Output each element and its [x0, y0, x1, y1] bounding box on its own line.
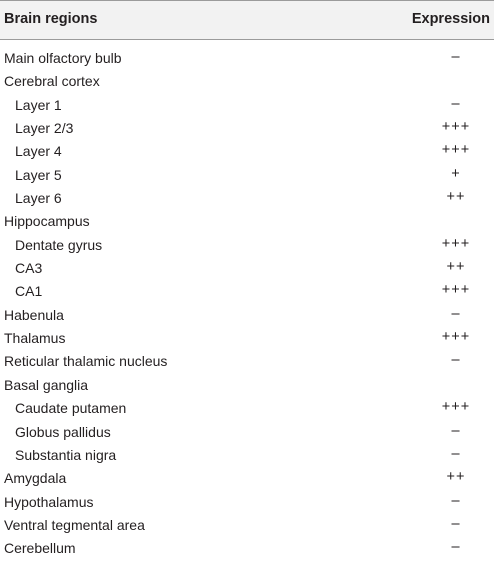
column-header-expression: Expression: [411, 11, 490, 27]
table-body: [0, 47, 494, 561]
expression-cell: +++: [441, 119, 471, 136]
table-row: [0, 164, 494, 187]
brain-region-cell: Basal ganglia: [4, 376, 89, 393]
brain-region-cell: Amygdala: [4, 470, 67, 487]
table-row: [0, 94, 494, 117]
expression-cell: ++: [446, 259, 466, 276]
expression-cell: –: [451, 492, 461, 509]
expression-cell: +++: [441, 282, 471, 299]
table-row: [0, 280, 494, 303]
brain-region-cell: CA3: [15, 260, 43, 277]
brain-region-cell: Globus pallidus: [15, 423, 111, 440]
brain-region-cell: Thalamus: [4, 330, 66, 347]
table-row: [0, 444, 494, 467]
column-header-brain-regions: Brain regions: [4, 11, 98, 27]
table-row: [0, 350, 494, 373]
brain-region-cell: Cerebral cortex: [4, 73, 100, 90]
brain-region-cell: Layer 6: [15, 190, 62, 207]
brain-region-cell: Reticular thalamic nucleus: [4, 353, 168, 370]
brain-region-cell: Main olfactory bulb: [4, 50, 122, 66]
table-header: [0, 0, 494, 40]
table-row: [0, 491, 494, 514]
expression-cell: ++: [446, 189, 466, 206]
expression-cell: +++: [441, 399, 471, 416]
expression-cell: +++: [441, 329, 471, 346]
expression-cell: –: [451, 445, 461, 462]
table-row: [0, 140, 494, 163]
expression-cell: +: [451, 165, 461, 182]
brain-region-cell: Substantia nigra: [15, 446, 117, 463]
expression-cell: +++: [441, 142, 471, 159]
table-row: [0, 210, 494, 233]
expression-cell: +++: [441, 235, 471, 252]
table-row: [0, 327, 494, 350]
expression-cell: –: [451, 515, 461, 532]
brain-region-cell: Layer 5: [15, 166, 62, 183]
brain-region-cell: Hippocampus: [4, 213, 90, 230]
table-row: [0, 117, 494, 140]
table-row: [0, 234, 494, 257]
brain-region-cell: CA1: [15, 283, 43, 300]
table-row: [0, 514, 494, 537]
brain-region-cell: Layer 2/3: [15, 120, 74, 137]
table-row: [0, 537, 494, 560]
table-row: [0, 47, 494, 70]
expression-cell: –: [451, 95, 461, 112]
expression-cell: –: [451, 539, 461, 556]
brain-region-cell: Dentate gyrus: [15, 236, 103, 253]
brain-region-cell: Ventral tegmental area: [4, 516, 145, 533]
brain-region-cell: Hypothalamus: [4, 493, 94, 510]
expression-cell: –: [451, 422, 461, 439]
table-row: [0, 304, 494, 327]
table-row: [0, 70, 494, 93]
expression-cell: –: [451, 352, 461, 369]
brain-region-cell: Layer 1: [15, 96, 62, 113]
table-row: [0, 397, 494, 420]
brain-region-cell: Cerebellum: [4, 540, 76, 557]
expression-cell: –: [451, 49, 461, 65]
expression-cell: ++: [446, 469, 466, 486]
table-row: [0, 467, 494, 490]
table-row: [0, 374, 494, 397]
table-row: [0, 421, 494, 444]
table-row: [0, 257, 494, 280]
brain-region-cell: Habenula: [4, 306, 64, 323]
expression-cell: –: [451, 305, 461, 322]
brain-region-cell: Caudate putamen: [15, 400, 127, 417]
table-row: [0, 187, 494, 210]
brain-region-cell: Layer 4: [15, 143, 62, 160]
